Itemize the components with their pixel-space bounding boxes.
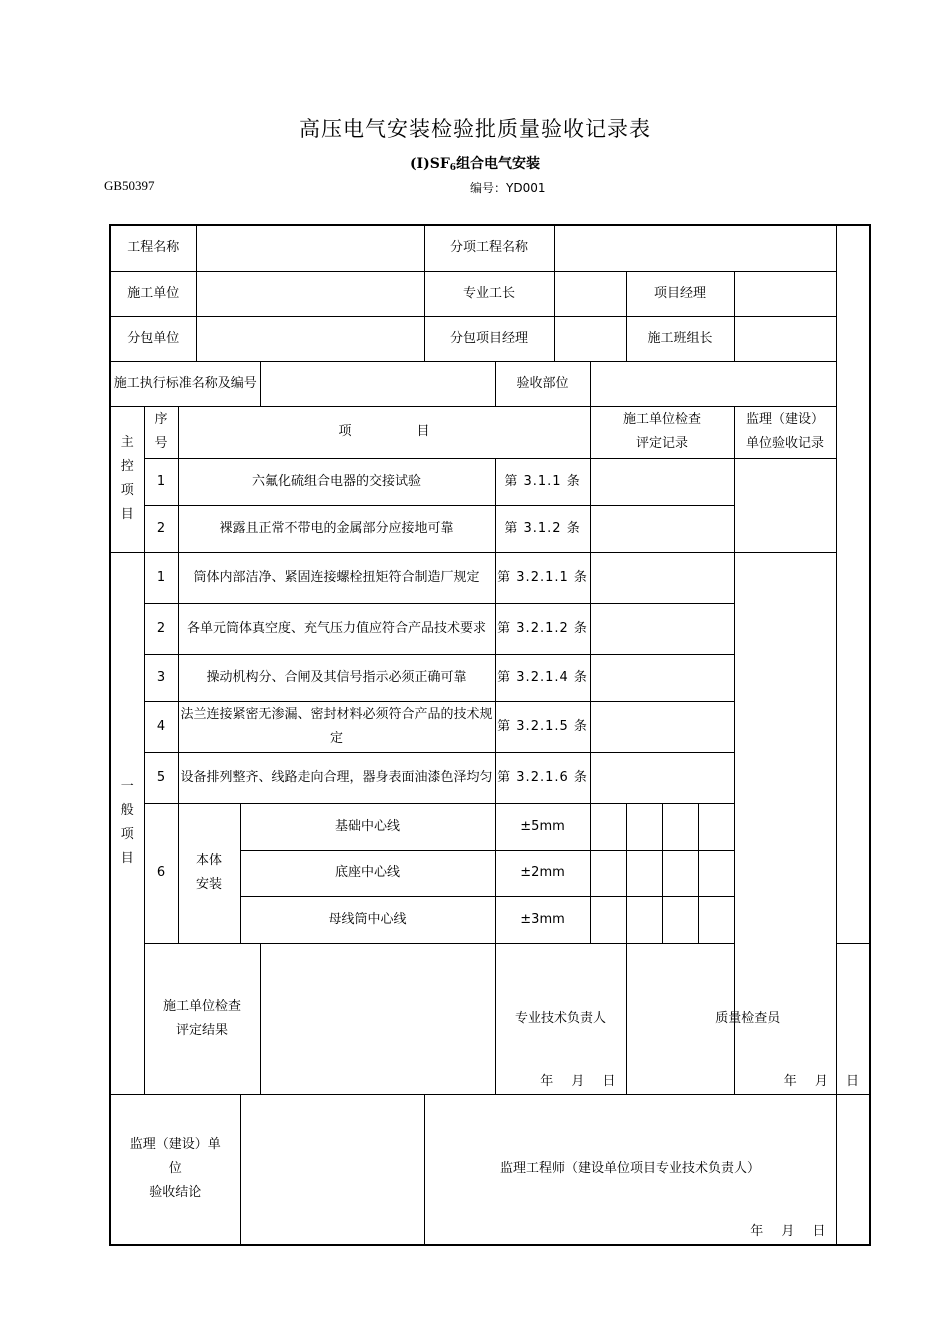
foreman-field[interactable] <box>554 271 626 316</box>
body-installation-label: 本体 安装 <box>178 803 240 943</box>
general-item-check-cell[interactable] <box>590 552 734 603</box>
general-item-text: 各单元筒体真空度、充气压力值应符合产品技术要求 <box>178 603 495 654</box>
general-item-clause: 第 3.2.1.4 条 <box>495 654 590 701</box>
subtitle-prefix: (I)SF <box>409 156 450 172</box>
measure-value-cell[interactable] <box>662 803 698 850</box>
general-item-text: 操动机构分、合闸及其信号指示必须正确可靠 <box>178 654 495 701</box>
main-control-label: 主 控 项 目 <box>110 406 144 552</box>
tech-lead-label: 专业技术负责人 <box>515 1010 607 1026</box>
label-foreman: 专业工长 <box>424 271 554 316</box>
supervising-engineer-label: 监理工程师（建设单位项目专业技术负责人） <box>500 1161 761 1177</box>
label-construction-unit: 施工单位 <box>110 271 196 316</box>
form-subtitle <box>0 153 950 173</box>
supervisor-date: 年 月 日 <box>750 1224 826 1239</box>
measure-tolerance: ±2mm <box>495 850 590 896</box>
construction-result-cell[interactable] <box>260 943 495 1094</box>
measure-value-cell[interactable] <box>626 850 662 896</box>
general-item-no: 5 <box>144 752 178 803</box>
measure-value-cell[interactable] <box>698 803 734 850</box>
general-item-clause: 第 3.2.1.5 条 <box>495 701 590 752</box>
project-name-field[interactable] <box>196 225 424 271</box>
measure-name: 底座中心线 <box>240 850 495 896</box>
subcontract-unit-field[interactable] <box>196 316 424 361</box>
qc-sign-cell[interactable] <box>626 943 870 1094</box>
main-item-no: 1 <box>144 458 178 505</box>
measure-value-cell[interactable] <box>626 803 662 850</box>
general-item-no: 1 <box>144 552 178 603</box>
supervisor-conclusion-label: 监理（建设）单 位 验收结论 <box>110 1094 240 1245</box>
label-subcontract-unit: 分包单位 <box>110 316 196 361</box>
qc-date: 年 月 日 <box>783 1073 859 1089</box>
general-item-no: 2 <box>144 603 178 654</box>
tech-lead-date: 年 月 日 <box>540 1073 616 1089</box>
standard-name-field[interactable] <box>260 361 495 406</box>
general-item-check-cell[interactable] <box>590 603 734 654</box>
subtitle-subscript: 6 <box>449 163 457 173</box>
main-item-clause: 第 3.1.2 条 <box>495 505 590 552</box>
measure-value-cell[interactable] <box>698 896 734 943</box>
construction-result-label: 施工单位检查 评定结果 <box>144 943 260 1094</box>
general-item-clause: 第 3.2.1.6 条 <box>495 752 590 803</box>
general-item-check-cell[interactable] <box>590 654 734 701</box>
inspection-part-field[interactable] <box>590 361 836 406</box>
construction-unit-field[interactable] <box>196 271 424 316</box>
supervising-engineer-sign-cell[interactable] <box>424 1094 836 1245</box>
label-sub-project-name: 分项工程名称 <box>424 225 554 271</box>
general-item-no: 4 <box>144 701 178 752</box>
subtitle-rest: 组合电气安装 <box>456 156 541 172</box>
label-team-leader: 施工班组长 <box>626 316 734 361</box>
item-header: 项 目 <box>178 406 590 458</box>
main-supervision-cell[interactable] <box>734 458 836 552</box>
general-item-clause: 第 3.2.1.2 条 <box>495 603 590 654</box>
measure-value-cell[interactable] <box>662 896 698 943</box>
general-item-text: 筒体内部洁净、紧固连接螺栓扭矩符合制造厂规定 <box>178 552 495 603</box>
form-code: 编号：YD001 <box>470 181 546 195</box>
measure-value-cell[interactable] <box>590 803 626 850</box>
general-item-check-cell[interactable] <box>590 701 734 752</box>
supervision-header: 监理（建设） 单位验收记录 <box>734 406 836 458</box>
general-item-check-cell[interactable] <box>590 752 734 803</box>
measure-value-cell[interactable] <box>662 850 698 896</box>
standard-number: GB50397 <box>104 178 155 193</box>
label-subcontract-pm: 分包项目经理 <box>424 316 554 361</box>
seq-header: 序 号 <box>144 406 178 458</box>
main-item-text: 六氟化硫组合电器的交接试验 <box>178 458 495 505</box>
measure-value-cell[interactable] <box>590 850 626 896</box>
main-item-check-cell[interactable] <box>590 458 734 505</box>
label-project-manager: 项目经理 <box>626 271 734 316</box>
construction-check-header: 施工单位检查 评定记录 <box>590 406 734 458</box>
general-item-clause: 第 3.2.1.1 条 <box>495 552 590 603</box>
subcontract-pm-field[interactable] <box>554 316 626 361</box>
measure-value-cell[interactable] <box>698 850 734 896</box>
qc-inspector-label: 质量检查员 <box>715 1010 781 1026</box>
general-item-text: 法兰连接紧密无渗漏、密封材料必须符合产品的技术规定 <box>178 701 495 752</box>
main-item-no: 2 <box>144 505 178 552</box>
general-items-label: 一 般 项 目 <box>110 552 144 1094</box>
measure-tolerance: ±5mm <box>495 803 590 850</box>
main-item-check-cell[interactable] <box>590 505 734 552</box>
main-item-text: 裸露且正常不带电的金属部分应接地可靠 <box>178 505 495 552</box>
label-standard-name: 施工执行标准名称及编号 <box>110 361 260 406</box>
team-leader-field[interactable] <box>734 316 836 361</box>
tech-lead-sign-cell[interactable] <box>495 943 626 1094</box>
measure-value-cell[interactable] <box>626 896 662 943</box>
sub-project-name-field[interactable] <box>554 225 836 271</box>
measure-name: 基础中心线 <box>240 803 495 850</box>
measure-name: 母线筒中心线 <box>240 896 495 943</box>
main-item-clause: 第 3.1.1 条 <box>495 458 590 505</box>
form-title: 高压电气安装检验批质量验收记录表 <box>299 117 651 141</box>
measure-value-cell[interactable] <box>590 896 626 943</box>
general-item-no: 3 <box>144 654 178 701</box>
item6-no: 6 <box>144 803 178 943</box>
label-inspection-part: 验收部位 <box>495 361 590 406</box>
inspection-record-table <box>109 224 871 1246</box>
general-item-text: 设备排列整齐、线路走向合理，器身表面油漆色泽均匀 <box>178 752 495 803</box>
label-project-name: 工程名称 <box>110 225 196 271</box>
supervisor-conclusion-cell[interactable] <box>240 1094 424 1245</box>
measure-tolerance: ±3mm <box>495 896 590 943</box>
project-manager-field[interactable] <box>734 271 836 316</box>
